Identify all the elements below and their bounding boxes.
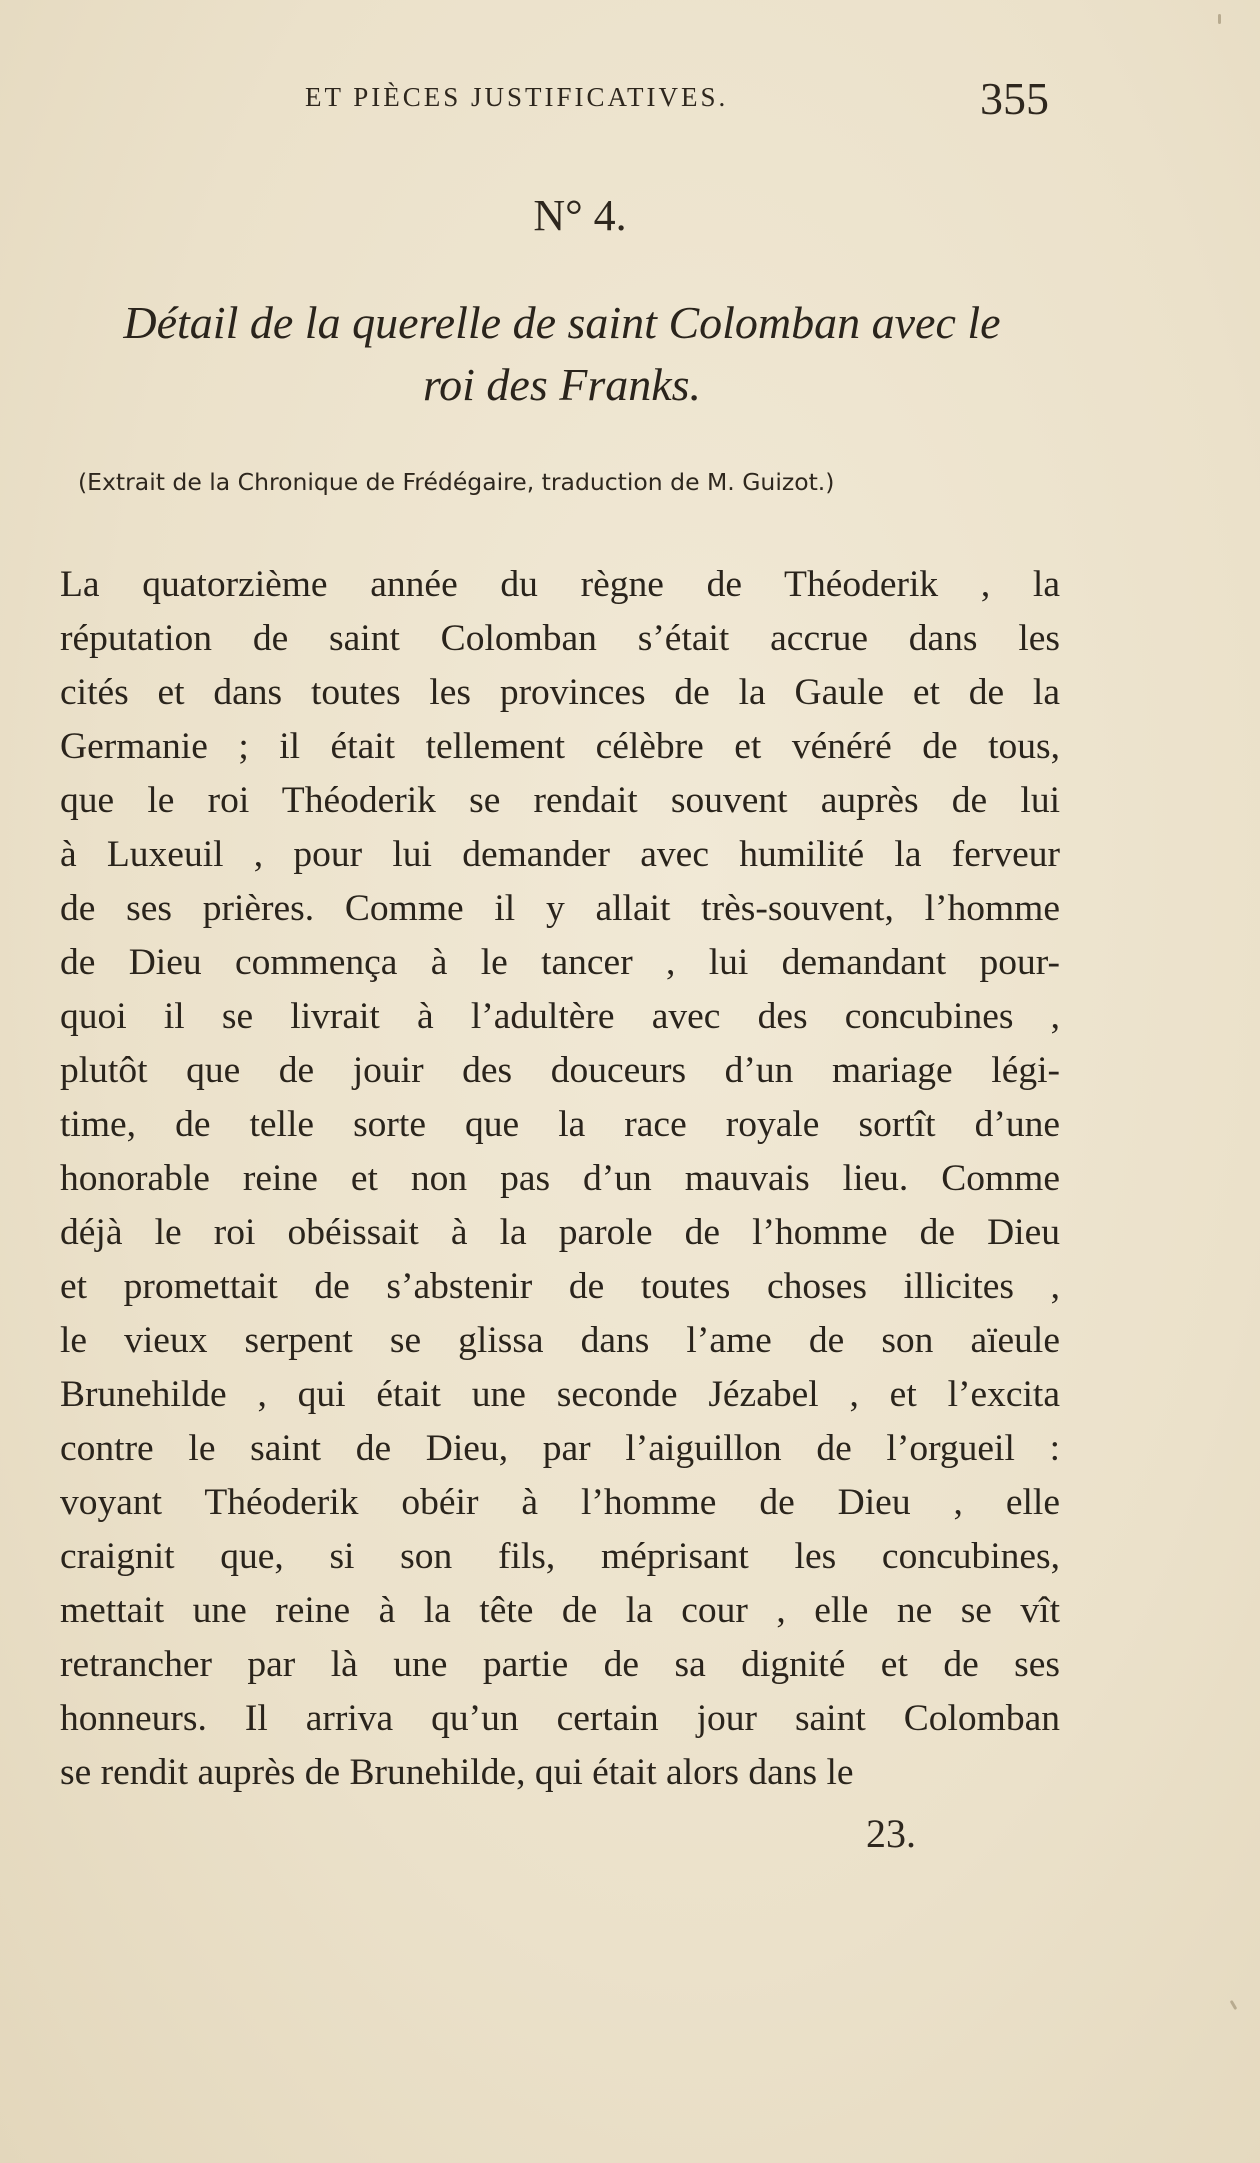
- body-line: et promettait de s’abstenir de toutes choses illicites ,: [60, 1266, 1060, 1307]
- piece-number: N° 4.: [533, 191, 627, 240]
- body-line: craignit que, si son fils, méprisant les concubines,: [60, 1536, 1060, 1577]
- body-line: time, de telle sorte que la race royale sortît d’une: [60, 1104, 1060, 1145]
- signature-mark: 23.: [866, 1811, 916, 1856]
- piece-title: [62, 292, 1062, 416]
- body-line: réputation de saint Colomban s’était accrue dans les: [60, 618, 1060, 659]
- body-line: voyant Théoderik obéir à l’homme de Dieu , elle: [60, 1482, 1060, 1523]
- body-line: se rendit auprès de Brunehilde, qui était alors dans le: [60, 1752, 854, 1793]
- body-line: quoi il se livrait à l’adultère avec des concubines ,: [60, 996, 1060, 1037]
- body-line: contre le saint de Dieu, par l’aiguillon de l’orgueil :: [60, 1428, 1060, 1469]
- body-paragraph: [60, 558, 1060, 1800]
- body-line: honorable reine et non pas d’un mauvais lieu. Comme: [60, 1158, 1060, 1199]
- body-line: cités et dans toutes les provinces de la Gaule et de la: [60, 672, 1060, 713]
- title-line: roi des Franks.: [422, 359, 702, 410]
- paper-speck: [1230, 2000, 1238, 2010]
- body-line: Brunehilde , qui était une seconde Jézabel , et l’excita: [60, 1374, 1060, 1415]
- source-note: (Extrait de la Chronique de Frédégaire, traduction de M. Guizot.): [78, 468, 835, 496]
- body-line: La quatorzième année du règne de Théoderik , la: [60, 564, 1060, 605]
- body-line: à Luxeuil , pour lui demander avec humilité la ferveur: [60, 834, 1060, 875]
- body-line: plutôt que de jouir des douceurs d’un mariage légi-: [60, 1050, 1060, 1091]
- page-number: 355: [980, 73, 1049, 124]
- body-line: mettait une reine à la tête de la cour , elle ne se vît: [60, 1590, 1060, 1631]
- body-line: de ses prières. Comme il y allait très-souvent, l’homme: [60, 888, 1060, 929]
- body-line: déjà le roi obéissait à la parole de l’homme de Dieu: [60, 1212, 1060, 1253]
- body-line: le vieux serpent se glissa dans l’ame de son aïeule: [60, 1320, 1060, 1361]
- title-line: Détail de la querelle de saint Colomban avec le: [123, 297, 1001, 348]
- body-line: Germanie ; il était tellement célèbre et vénéré de tous,: [60, 726, 1060, 767]
- body-line: que le roi Théoderik se rendait souvent auprès de lui: [60, 780, 1060, 821]
- body-line: honneurs. Il arriva qu’un certain jour saint Colomban: [60, 1698, 1060, 1739]
- body-line: de Dieu commença à le tancer , lui demandant pour-: [60, 942, 1060, 983]
- running-head: ET PIÈCES JUSTIFICATIVES.: [305, 82, 729, 112]
- paper-speck: [1218, 14, 1221, 24]
- body-line: retrancher par là une partie de sa dignité et de ses: [60, 1644, 1060, 1685]
